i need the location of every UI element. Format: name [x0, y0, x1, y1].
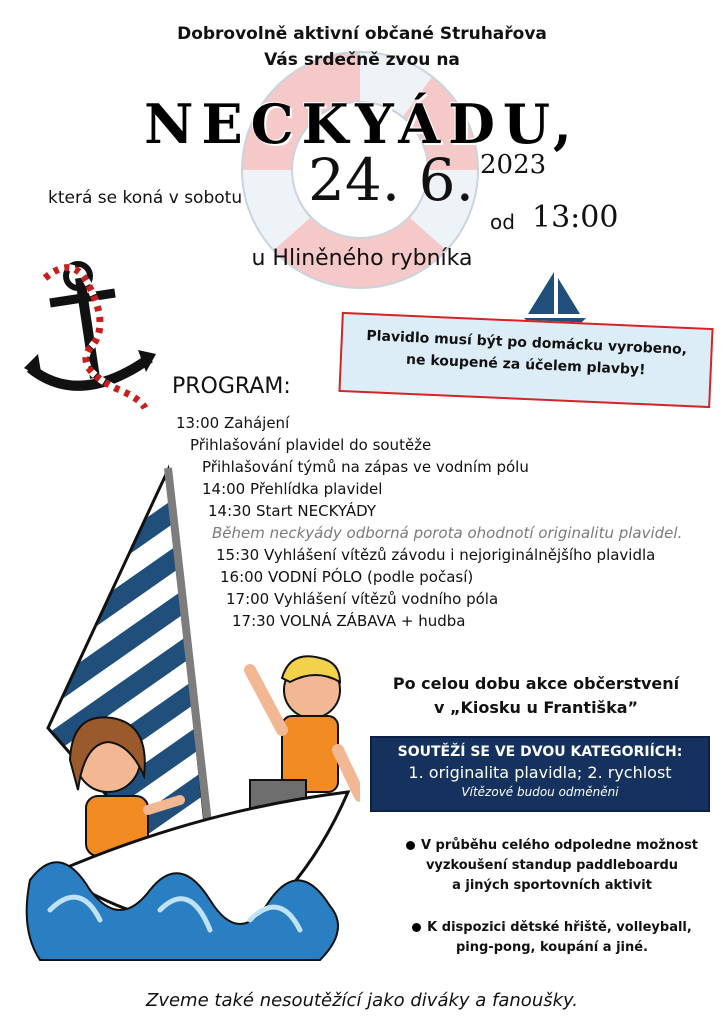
notice-box — [338, 312, 713, 408]
program-item: 17:00 Vyhlášení vítězů vodního póla — [226, 590, 499, 608]
bullet-line: V průběhu celého odpoledne možnost — [420, 838, 699, 853]
time-prefix: od — [490, 210, 515, 234]
bullet-dot-icon — [406, 841, 415, 850]
refreshments-line: v „Kiosku u Františka” — [433, 698, 639, 717]
event-place: u Hliněného rybníka — [251, 246, 473, 271]
notice-line: ne koupené za účelem plavby! — [405, 351, 646, 379]
notice-line: Plavidlo musí být po domácku vyrobeno, — [366, 328, 688, 359]
program-item: Přihlašování týmů na zápas ve vodním pólu — [202, 458, 529, 476]
event-year: 2023 — [480, 150, 547, 180]
footer-invite: Zveme také nesoutěžící jako diváky a fanoušky. — [146, 990, 578, 1011]
categories-title: SOUTĚŽÍ SE VE DVOU KATEGORIÍCH: — [397, 744, 683, 760]
bullet-dot-icon — [412, 923, 421, 932]
program-title: PROGRAM: — [172, 374, 291, 399]
date-label: která se koná v sobotu — [48, 188, 243, 208]
kids-on-sailboat-illustration — [20, 460, 360, 990]
program-item: 15:30 Vyhlášení vítězů závodu i nejoriginálnějšího plavidla — [216, 546, 656, 564]
program-item: 17:30 VOLNÁ ZÁBAVA + hudba — [232, 612, 466, 630]
event-date: 24. 6. — [308, 146, 475, 214]
refreshments-info — [350, 672, 722, 720]
organizer-line: Dobrovolně aktivní občané Struhařova — [177, 24, 547, 44]
categories-list: 1. originalita plavidla; 2. rychlost — [408, 763, 672, 782]
bullet-line: vyzkoušení standup paddleboardu — [425, 858, 679, 873]
event-time: 13:00 — [532, 200, 619, 235]
categories-box — [370, 736, 710, 812]
bullet-facilities — [392, 918, 712, 958]
program-note: Během neckyády odborná porota ohodnotí originalitu plavidel. — [212, 524, 683, 542]
program-item: 13:00 Zahájení — [176, 414, 290, 432]
bullet-line: ping-pong, koupání a jiné. — [456, 940, 648, 955]
bullet-line: K dispozici dětské hřiště, volleyball, — [427, 920, 692, 935]
categories-note: Vítězové budou odměněni — [461, 785, 619, 799]
bullet-activities — [392, 836, 712, 896]
program-item: Přihlašování plavidel do soutěže — [190, 436, 432, 454]
program-item: 14:00 Přehlídka plavidel — [202, 480, 383, 498]
refreshments-line: Po celou dobu akce občerstvení — [392, 674, 680, 693]
anchor-icon — [20, 258, 170, 418]
program-item: 14:30 Start NECKYÁDY — [208, 502, 377, 520]
invite-line: Vás srdečně zvou na — [264, 50, 460, 70]
program-item: 16:00 VODNÍ PÓLO (podle počasí) — [220, 568, 474, 586]
event-title: NECKYÁDU, — [144, 92, 580, 156]
bullet-line: a jiných sportovních aktivit — [452, 878, 652, 893]
